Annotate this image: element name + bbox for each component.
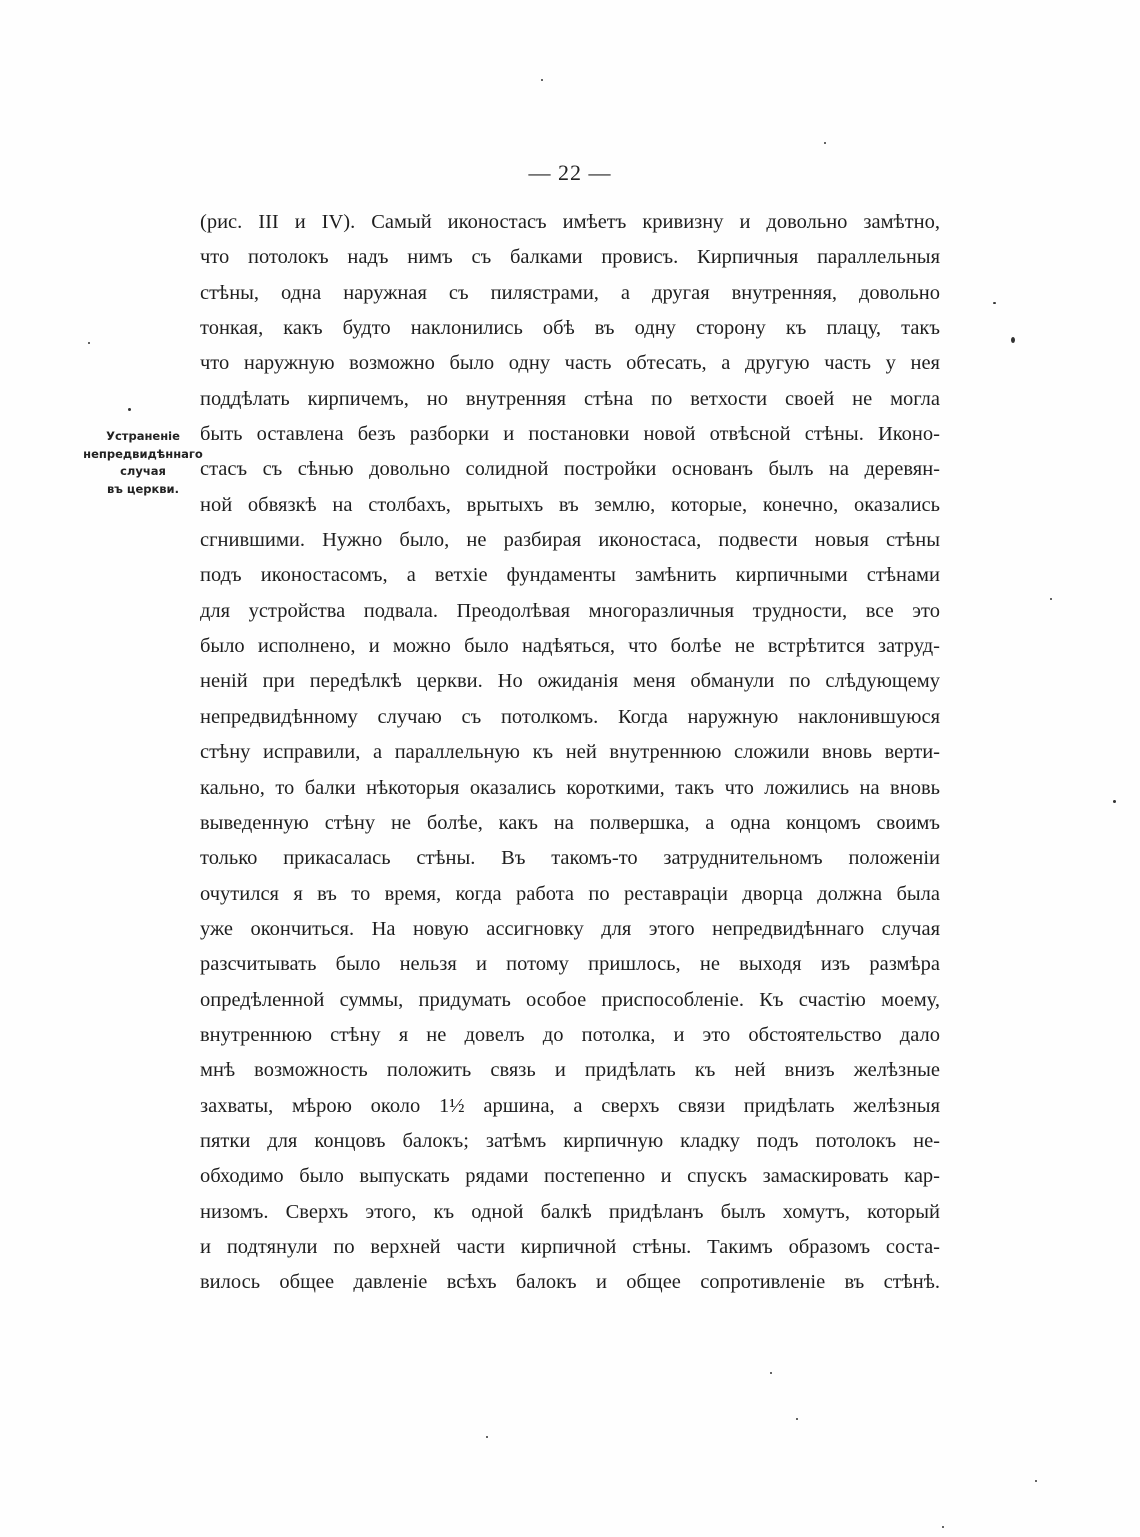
text-line: выведенную стѣну не болѣе, какъ на полвершка, а одна концомъ своимъ: [200, 811, 940, 834]
text-line: мнѣ возможность положить связь и придѣлать къ ней внизъ желѣзные: [200, 1059, 940, 1082]
page-number: — 22 —: [528, 160, 612, 185]
text-line: пятки для концовъ балокъ; затѣмъ кирпичную кладку подъ потолокъ не-: [200, 1129, 940, 1152]
text-line: стѣны, одна наружная съ пилястрами, а другая внутренняя, довольно: [200, 281, 940, 304]
text-line: захваты, мѣрою около 1½ аршина, а сверхъ связи придѣлать желѣзныя: [200, 1094, 940, 1117]
text-line: кально, то балки нѣкоторыя оказались короткими, такъ что ложились на вновь: [200, 776, 940, 799]
text-line: только прикасалась стѣны. Въ такомъ-то затруднительномъ положеніи: [200, 847, 940, 870]
scan-speck: [1050, 598, 1052, 600]
text-line: вилось общее давленіе всѣхъ балокъ и общее сопротивленіе въ стѣнѣ.: [200, 1271, 940, 1294]
margin-note: [78, 428, 208, 498]
text-line: было исполнено, и можно было надѣяться, что болѣе не встрѣтится затруд-: [200, 635, 940, 658]
text-line: что наружную возможно было одну часть обтесать, а другую часть у нея: [200, 352, 940, 375]
text-line: непредвидѣнному случаю съ потолкомъ. Когда наружную наклонившуюся: [200, 705, 940, 728]
text-line: для устройства подвала. Преодолѣвая многоразличныя трудности, все это: [200, 599, 940, 622]
scan-speck: [942, 1526, 944, 1528]
margin-note-line: случая: [120, 464, 166, 478]
scan-speck: [796, 1418, 798, 1420]
text-line: стасъ съ сѣнью довольно солидной постройки основанъ былъ на деревян-: [200, 458, 940, 481]
scan-speck: [486, 1436, 488, 1438]
body-text: [200, 205, 940, 1301]
text-line: низомъ. Сверхъ этого, къ одной балкѣ придѣланъ былъ хомутъ, который: [200, 1200, 940, 1223]
text-line: обходимо было выпускать рядами постепенно и спускъ замаскировать кар-: [200, 1165, 940, 1188]
text-line: ной обвязкѣ на столбахъ, врытыхъ въ землю, которые, конечно, оказались: [200, 493, 940, 516]
text-line: разсчитывать было нельзя и потому пришлось, не выходя изъ размѣра: [200, 953, 940, 976]
text-line: что потолокъ надъ нимъ съ балками провисъ. Кирпичныя параллельныя: [200, 246, 940, 269]
scan-speck: [1035, 1480, 1037, 1482]
text-line: уже окончиться. На новую ассигновку для этого непредвидѣннаго случая: [200, 917, 940, 940]
scan-speck: [993, 302, 996, 304]
scan-speck: [88, 342, 90, 344]
text-line: сгнившими. Нужно было, не разбирая иконостаса, подвести новыя стѣны: [200, 529, 940, 552]
text-line: тонкая, какъ будто наклонились обѣ въ одну сторону къ плацу, такъ: [200, 317, 940, 340]
text-line: поддѣлать кирпичемъ, но внутренняя стѣна по ветхости своей не могла: [200, 387, 940, 410]
scan-speck: [824, 142, 826, 144]
text-line: опредѣленной суммы, придумать особое приспособленіе. Къ счастію моему,: [200, 988, 940, 1011]
text-line: внутреннюю стѣну я не довелъ до потолка, и это обстоятельство дало: [200, 1023, 940, 1046]
margin-note-line: въ церкви.: [107, 481, 179, 496]
scan-speck: [1011, 337, 1015, 343]
scan-speck: [128, 408, 131, 411]
scan-speck: [541, 79, 543, 81]
text-line: очутился я въ то время, когда работа по реставраціи дворца должна была: [200, 882, 940, 905]
margin-note-line: Устраненіе: [106, 429, 180, 443]
margin-note-line: непредвидѣннаго: [83, 446, 203, 461]
scan-speck: [770, 1372, 772, 1374]
scan-speck: [1113, 800, 1116, 803]
text-line: и подтянули по верхней части кирпичной стѣны. Такимъ образомъ соста-: [200, 1235, 940, 1258]
text-line: неній при передѣлкѣ церкви. Но ожиданія меня обманули по слѣдующему: [200, 670, 940, 693]
text-line: (рис. III и IV). Самый иконостасъ имѣетъ кривизну и довольно замѣтно,: [200, 211, 940, 233]
text-line: стѣну исправили, а параллельную къ ней внутреннюю сложили вновь верти-: [200, 741, 940, 764]
text-line: быть оставлена безъ разборки и постановки новой отвѣсной стѣны. Иконо-: [200, 423, 940, 446]
text-line: подъ иконостасомъ, а ветхіе фундаменты замѣнить кирпичными стѣнами: [200, 564, 940, 587]
